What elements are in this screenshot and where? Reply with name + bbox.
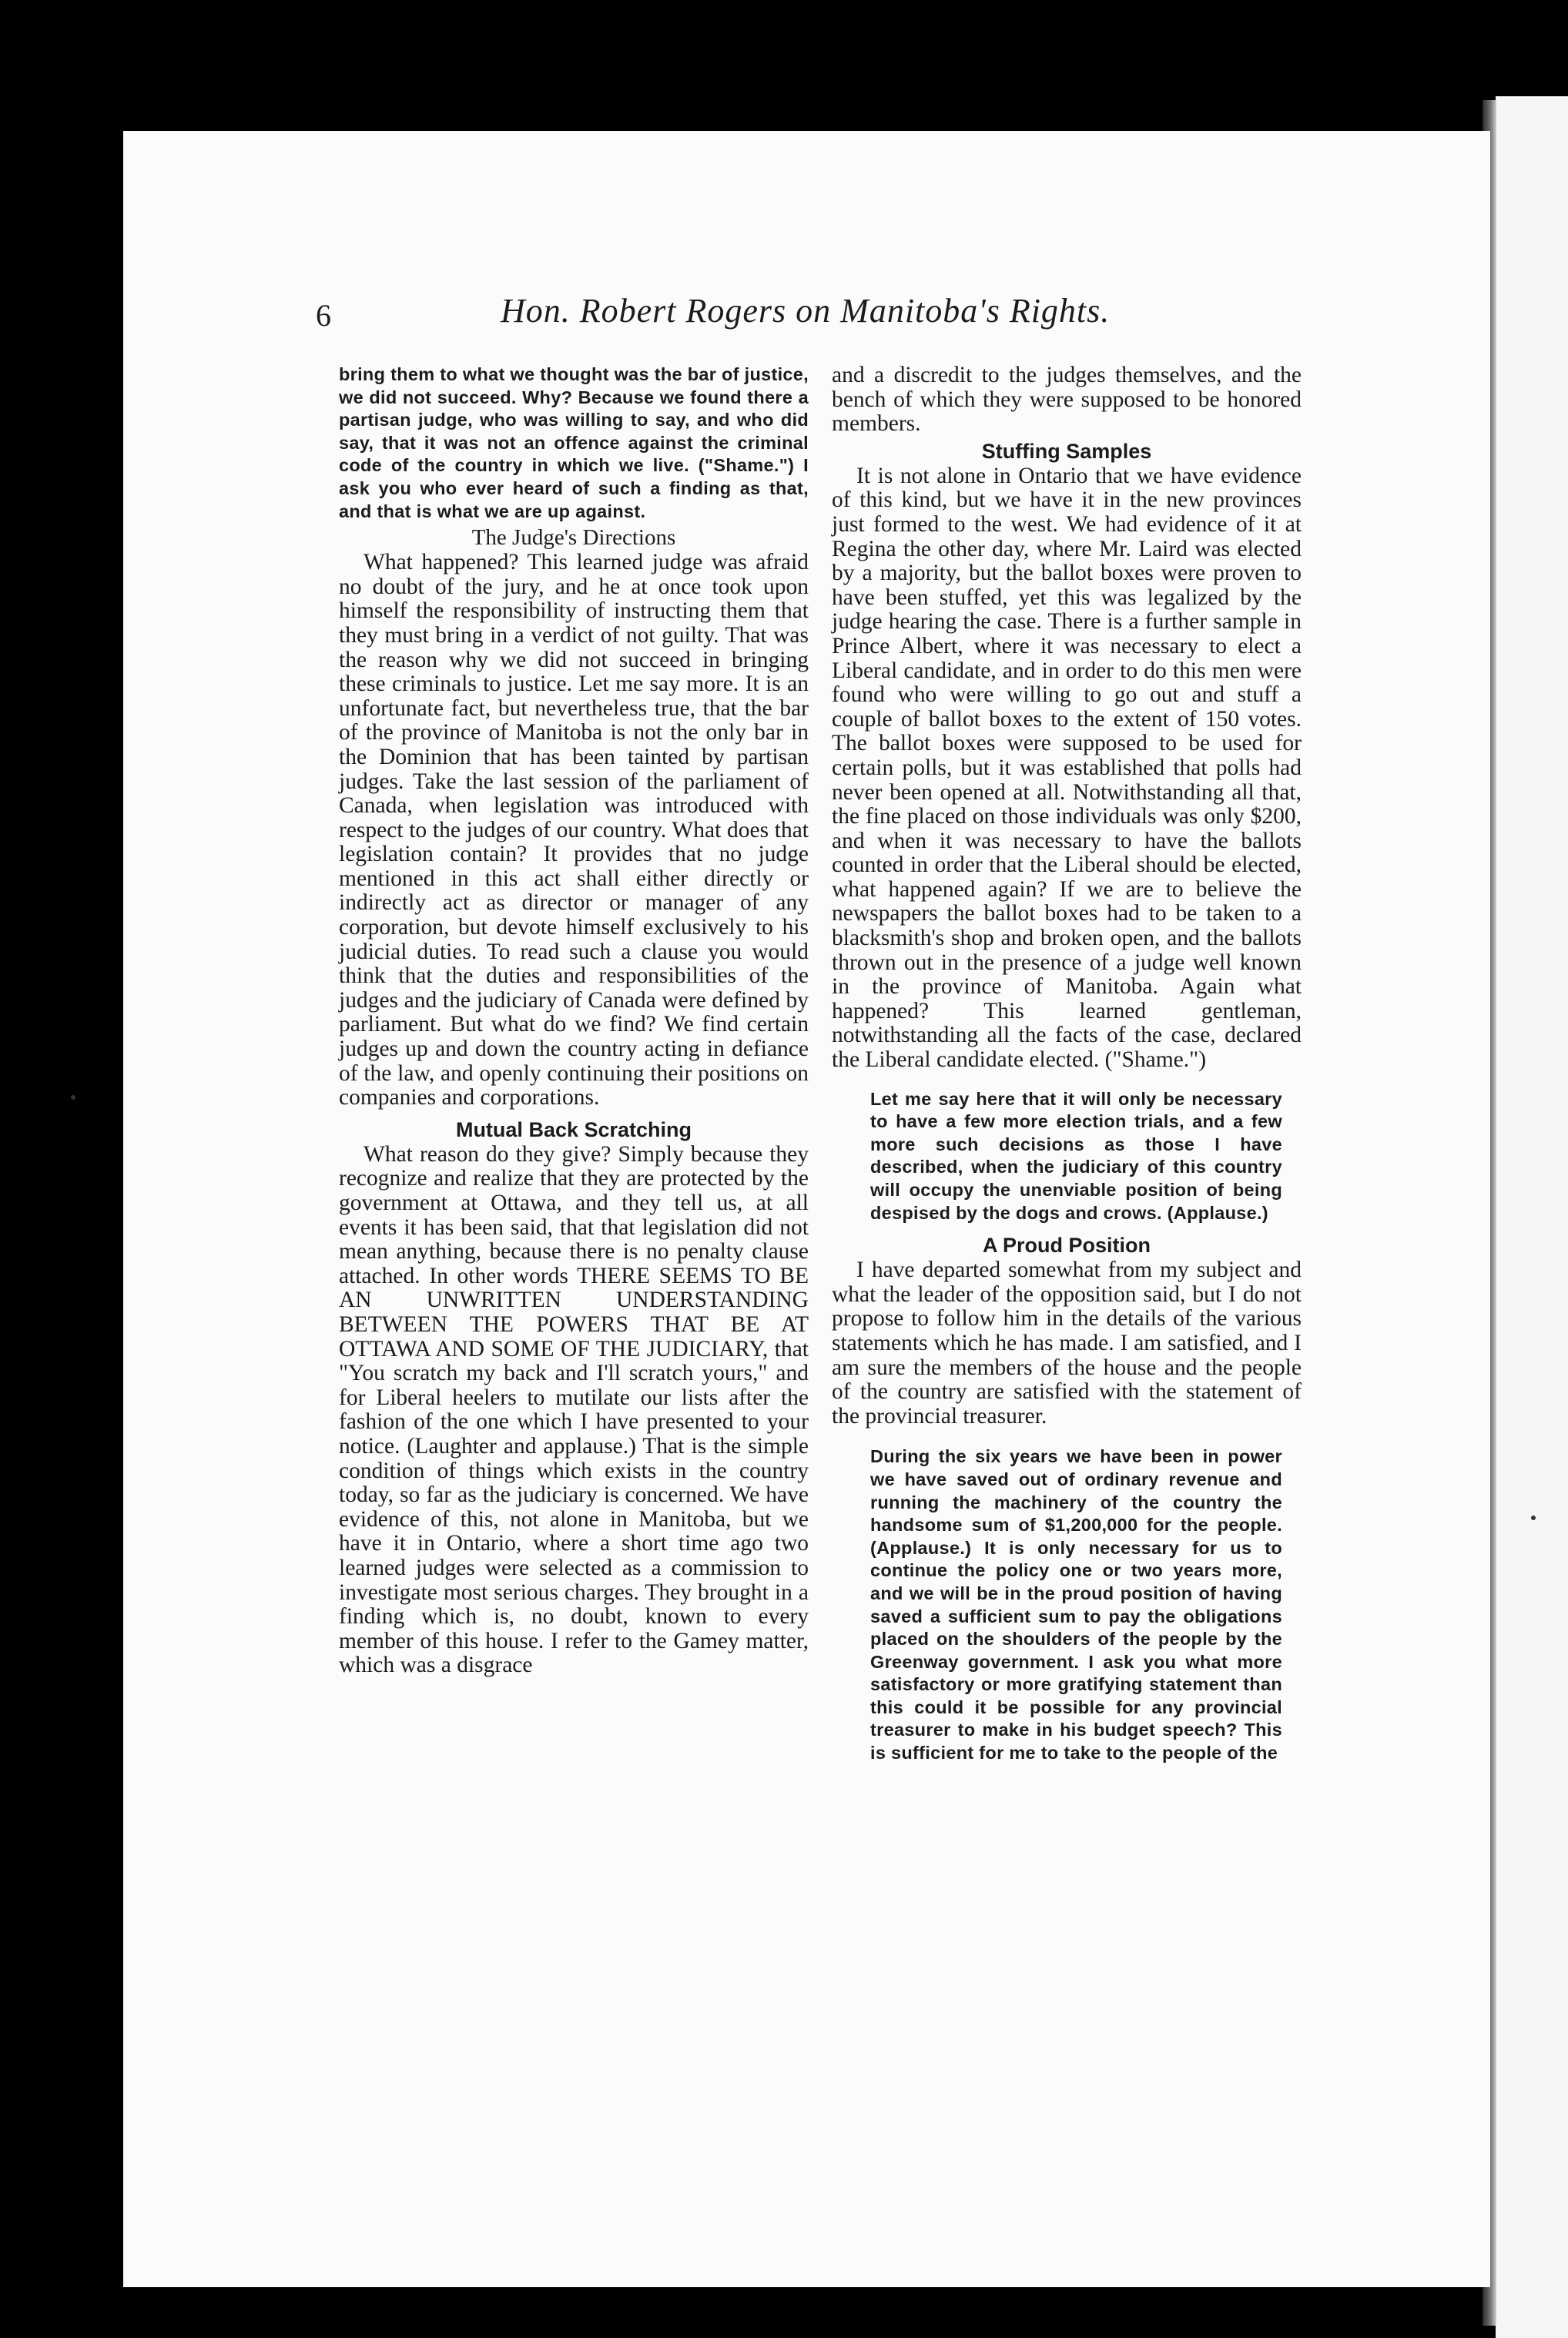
right-column — [832, 363, 1302, 1765]
left-column — [339, 363, 809, 1678]
section-heading: The Judge's Directions — [471, 525, 676, 551]
section-heading: Mutual Back Scratching — [455, 1117, 692, 1141]
section-heading: Stuffing Samples — [981, 439, 1152, 463]
section-heading: A Proud Position — [983, 1234, 1151, 1258]
adjacent-page-edge — [1496, 96, 1568, 2338]
running-title: Hon. Robert Rogers on Manitoba's Rights. — [501, 292, 1111, 330]
bold-paragraph: Let me say here that it will only be necessary to have a few more election trials, and a few more such decisions as those I have described, when the judiciary of this country will occupy the unenviable position of being despised by the dogs and crows. (Applause.) — [870, 1088, 1282, 1223]
scan-speck — [1531, 1516, 1536, 1520]
scan-speck — [71, 1095, 75, 1100]
body-paragraph: It is not alone in Ontario that we have evidence of this kind, but we have it in the new provinces just formed to the west. We had evidence of it at Regina the other day, where Mr. Laird was elected by a majority, but the ballot boxes were proven to have been stuffed, yet this was legalized by the judge hearing the case. There is a further sample in Prince Albert, where it was necessary to elect a Liberal candidate, and in order to do this men were found who were willing to go out and stuff a couple of ballot boxes to the extent of 150 votes. The ballot boxes were supposed to be used for certain polls, but it was established that polls had never been opened at all. Notwithstanding all that, the fine placed on those individuals was only $200, and when it was necessary to have the ballots counted in order that the Liberal should be elected, what happened again? If we are to believe the newspapers the ballot boxes had to be taken to a blacksmith's shop and broken open, and the ballots thrown out in the presence of a judge well known in the province of Manitoba. Again what happened? This learned gentleman, notwithstanding all the facts of the case, declared the Liberal candidate elected. ("Shame.") — [832, 463, 1302, 1073]
bold-paragraph: bring them to what we thought was the bar of justice, we did not succeed. Why? Because we found there a partisan judge, who was willing to say, and who did say, that it was not an offence against the criminal code of the country in which we live. ("Shame.") I ask you who ever heard of such a finding as that, and that is what we are up against. — [339, 364, 809, 521]
body-paragraph: What happened? This learned judge was afraid no doubt of the jury, and he at once took upon himself the responsibility of instructing them that they must bring in a verdict of not guilty. That was the reason why we did not succeed in bringing these criminals to justice. Let me say more. It is an unfortunate fact, but nevertheless true, that the bar of the province of Manitoba is not the only bar in the Dominion that has been tainted by partisan judges. Take the last session of the parliament of Canada, when legislation was introduced with respect to the judges of our country. What does that legislation contain? It provides that no judge mentioned in this act shall either directly or indirectly act as director or manager of any corporation, but devote himself exclusively to his judicial duties. To read such a clause you would think that the duties and responsibilities of the judges and the judiciary of Canada were defined by parliament. But what do we find? We find certain judges up and down the country acting in defiance of the law, and openly continuing their positions on companies and corporations. — [339, 550, 809, 1110]
body-paragraph: What reason do they give? Simply because they recognize and realize that they are protected by the government at Ottawa, and they tell us, at all events it has been said, that that legislation did not mean anything, because there is no penalty clause attached. In other words THERE SEEMS TO BE AN UNWRITTEN UNDERSTANDING BETWEEN THE POWERS THAT BE AT OTTAWA AND SOME OF THE JUDICIARY, that "You scratch my back and I'll scratch yours," and for Liberal heelers to mutilate our lists after the fashion of the one which I have presented to your notice. (Laughter and applause.) That is the simple condition of things which exists in the country today, so far as the judiciary is concerned. We have evidence of this, not alone in Manitoba, but we have it in Ontario, where a short time ago two learned judges were selected as a commission to investigate most serious charges. They brought in a finding which is, no doubt, known to every member of this house. I refer to the Gamey matter, which was a disgrace — [339, 1141, 809, 1678]
page-number: 6 — [316, 298, 331, 333]
bold-paragraph: During the six years we have been in power we have saved out of ordinary revenue and running the machinery of the country the handsome sum of $1,200,000 for the people. (Applause.) It is only necessary for us to continue the policy one or two years more, and we will be in the proud position of having saved a sufficient sum to pay the obligations placed on the shoulders of the people by the Greenway government. I ask you what more satisfactory or more gratifying statement than this could it be possible for any provincial treasurer to make in his budget speech? This is sufficient for me to take to the people of the — [870, 1446, 1282, 1764]
body-paragraph: I have departed somewhat from my subject and what the leader of the opposition said, but I do not propose to follow him in the details of the various statements which he has made. I am satisfied, and I am sure the members of the house and the people of the country are satisfied with the statement of the provincial treasurer. — [832, 1258, 1302, 1429]
body-paragraph: and a discredit to the judges themselves, and the bench of which they were supposed to be honored members. — [832, 363, 1302, 437]
